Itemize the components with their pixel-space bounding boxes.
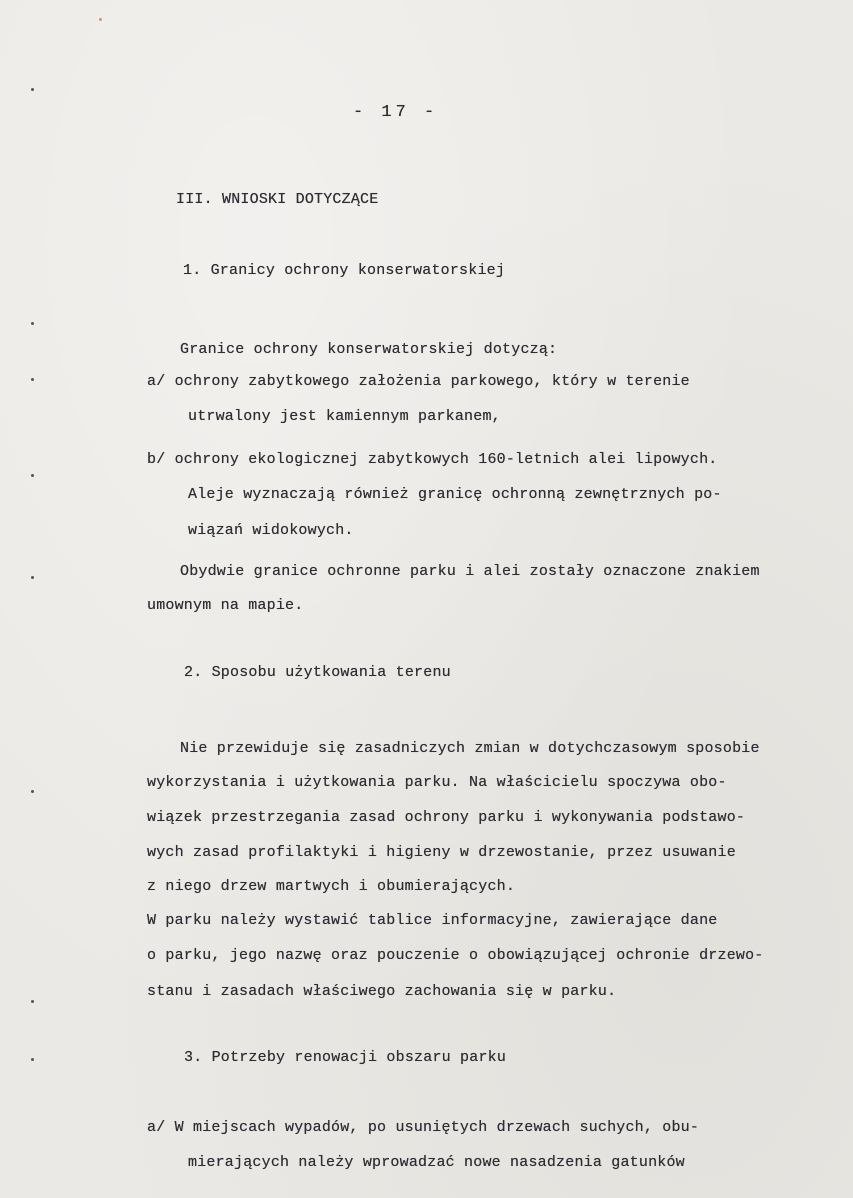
page-number: - 17 -	[353, 103, 439, 122]
section-3-line-2: mierających należy wprowadzać nowe nasadzenia gatunków	[188, 1154, 685, 1171]
section-2-line-1: Nie przewiduje się zasadniczych zmian w dotychczasowym sposobie	[180, 740, 760, 757]
section-1-line-3: utrwalony jest kamiennym parkanem,	[188, 408, 501, 425]
section-1-line-5: Aleje wyznaczają również granicę ochronną zewnętrznych po-	[188, 486, 722, 503]
section-1-heading: 1. Granicy ochrony konserwatorskiej	[183, 262, 506, 279]
section-2-line-6: W parku należy wystawić tablice informacyjne, zawierające dane	[147, 912, 718, 929]
section-3-line-1: a/ W miejscach wypadów, po usuniętych drzewach suchych, obu-	[147, 1119, 700, 1136]
section-1-line-2: a/ ochrony zabytkowego założenia parkowego, który w terenie	[147, 373, 690, 390]
section-2-line-2: wykorzystania i użytkowania parku. Na właścicielu spoczywa obo-	[147, 774, 727, 791]
scan-speck	[31, 88, 34, 91]
scan-speck	[31, 1058, 34, 1061]
section-2-line-3: wiązek przestrzegania zasad ochrony parku i wykonywania podstawo-	[147, 809, 746, 826]
section-1-line-1: Granice ochrony konserwatorskiej dotyczą:	[180, 341, 558, 358]
scan-speck	[31, 322, 34, 325]
scan-speck	[31, 378, 34, 381]
section-1-line-7: Obydwie granice ochronne parku i alei zostały oznaczone znakiem	[180, 563, 760, 580]
section-2-line-7: o parku, jego nazwę oraz pouczenie o obowiązującej ochronie drzewo-	[147, 947, 764, 964]
section-1-line-6: wiązań widokowych.	[188, 522, 354, 539]
scan-speck	[99, 18, 102, 21]
scan-speck	[31, 1000, 34, 1003]
section-2-line-8: stanu i zasadach właściwego zachowania się w parku.	[147, 983, 617, 1000]
scan-speck	[31, 474, 34, 477]
section-2-line-4: wych zasad profilaktyki i higieny w drzewostanie, przez usuwanie	[147, 844, 736, 861]
section-2-line-5: z niego drzew martwych i obumierających.	[147, 878, 516, 895]
section-title: III. WNIOSKI DOTYCZĄCE	[176, 191, 379, 208]
section-1-line-8: umownym na mapie.	[147, 597, 304, 614]
section-3-heading: 3. Potrzeby renowacji obszaru parku	[184, 1049, 507, 1066]
scan-speck	[31, 790, 34, 793]
section-1-line-4: b/ ochrony ekologicznej zabytkowych 160-letnich alei lipowych.	[147, 451, 718, 468]
scan-speck	[31, 576, 34, 579]
section-2-heading: 2. Sposobu użytkowania terenu	[184, 664, 451, 681]
